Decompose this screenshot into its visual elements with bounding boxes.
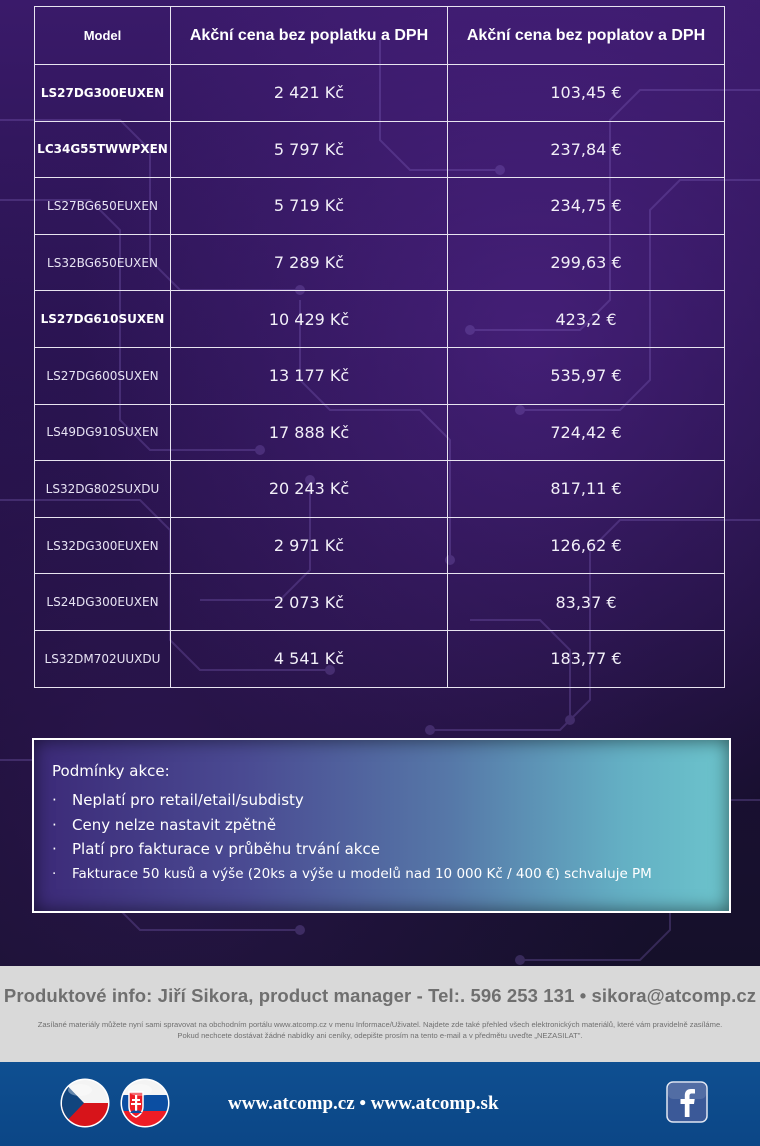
table-row <box>35 630 725 687</box>
table-row <box>35 65 725 122</box>
model-cell: LS27DG610SUXEN <box>35 291 171 348</box>
conditions-box <box>32 738 731 913</box>
disclaimer-text: Zasílané materiály můžete nyní sami spravovat na obchodním portálu www.atcomp.cz v menu Informace/Uživatel. Najdete zde také přehled všech elektronických materiálů, které vám pravidelně zasíláme. Pokud nechcete dostávat žádné nabídky ani ceníky, odepište prosím na tento e-mail a v předmětu uveďte „NEZASILAT". <box>37 1020 723 1040</box>
model-cell: LS32DG802SUXDU <box>35 461 171 518</box>
column-header-price-eur: Akční cena bez poplatov a DPH <box>448 7 725 65</box>
conditions-list <box>52 788 711 886</box>
conditions-title: Podmínky akce: <box>52 762 170 780</box>
price-eur-cell: 299,63 € <box>448 234 725 291</box>
price-eur-cell: 234,75 € <box>448 178 725 235</box>
condition-text: Ceny nelze nastavit zpětně <box>72 815 277 834</box>
price-czk-cell: 7 289 Kč <box>171 234 448 291</box>
price-eur-cell: 126,62 € <box>448 517 725 574</box>
czech-flag-icon[interactable] <box>60 1078 110 1128</box>
price-czk-cell: 2 421 Kč <box>171 65 448 122</box>
price-czk-cell: 2 073 Kč <box>171 574 448 631</box>
list-item <box>52 788 711 813</box>
table-row <box>35 574 725 631</box>
column-header-model: Model <box>35 7 171 65</box>
column-header-price-czk: Akční cena bez poplatku a DPH <box>171 7 448 65</box>
price-eur-cell: 724,42 € <box>448 404 725 461</box>
footer-contact-section <box>0 966 760 1062</box>
price-eur-cell: 83,37 € <box>448 574 725 631</box>
model-cell: LS27DG300EUXEN <box>35 65 171 122</box>
model-cell: LS24DG300EUXEN <box>35 574 171 631</box>
websites-link[interactable]: www.atcomp.cz • www.atcomp.sk <box>228 1093 499 1114</box>
bullet: · <box>52 791 57 809</box>
model-cell: LS27DG600SUXEN <box>35 347 171 404</box>
model-cell: LS32DM702UUXDU <box>35 630 171 687</box>
table-row <box>35 461 725 518</box>
price-czk-cell: 13 177 Kč <box>171 347 448 404</box>
price-czk-cell: 2 971 Kč <box>171 517 448 574</box>
list-item <box>52 813 711 838</box>
model-cell: LS27BG650EUXEN <box>35 178 171 235</box>
table-row <box>35 347 725 404</box>
model-cell: LC34G55TWWPXEN <box>35 121 171 178</box>
price-eur-cell: 817,11 € <box>448 461 725 518</box>
list-item <box>52 862 711 887</box>
table-row <box>35 291 725 348</box>
list-item <box>52 837 711 862</box>
price-eur-cell: 103,45 € <box>448 65 725 122</box>
table-row <box>35 234 725 291</box>
bullet: · <box>52 815 57 834</box>
price-czk-cell: 20 243 Kč <box>171 461 448 518</box>
table-row <box>35 121 725 178</box>
footer-links-section <box>0 1062 760 1146</box>
price-eur-cell: 183,77 € <box>448 630 725 687</box>
price-eur-cell: 535,97 € <box>448 347 725 404</box>
price-czk-cell: 4 541 Kč <box>171 630 448 687</box>
model-cell: LS32BG650EUXEN <box>35 234 171 291</box>
slovak-flag-icon[interactable] <box>120 1078 170 1128</box>
price-eur-cell: 423,2 € <box>448 291 725 348</box>
price-czk-cell: 5 797 Kč <box>171 121 448 178</box>
table-row <box>35 517 725 574</box>
contact-line: Produktové info: Jiří Sikora, product manager - Tel:. 596 253 131 • sikora@atcomp.cz <box>3 985 757 1006</box>
price-czk-cell: 5 719 Kč <box>171 178 448 235</box>
model-cell: LS32DG300EUXEN <box>35 517 171 574</box>
price-czk-cell: 17 888 Kč <box>171 404 448 461</box>
model-cell: LS49DG910SUXEN <box>35 404 171 461</box>
price-table <box>34 6 725 688</box>
condition-text: Fakturace 50 kusů a výše (20ks a výše u modelů nad 10 000 Kč / 400 €) schvaluje PM <box>72 865 652 882</box>
bullet: · <box>52 865 57 882</box>
table-row <box>35 178 725 235</box>
table-row <box>35 404 725 461</box>
price-eur-cell: 237,84 € <box>448 121 725 178</box>
bullet: · <box>52 840 57 858</box>
table-header-row <box>35 7 725 65</box>
condition-text: Neplatí pro retail/etail/subdisty <box>72 791 304 809</box>
facebook-icon[interactable] <box>666 1081 708 1123</box>
price-czk-cell: 10 429 Kč <box>171 291 448 348</box>
condition-text: Platí pro fakturace v průběhu trvání akce <box>72 840 380 858</box>
